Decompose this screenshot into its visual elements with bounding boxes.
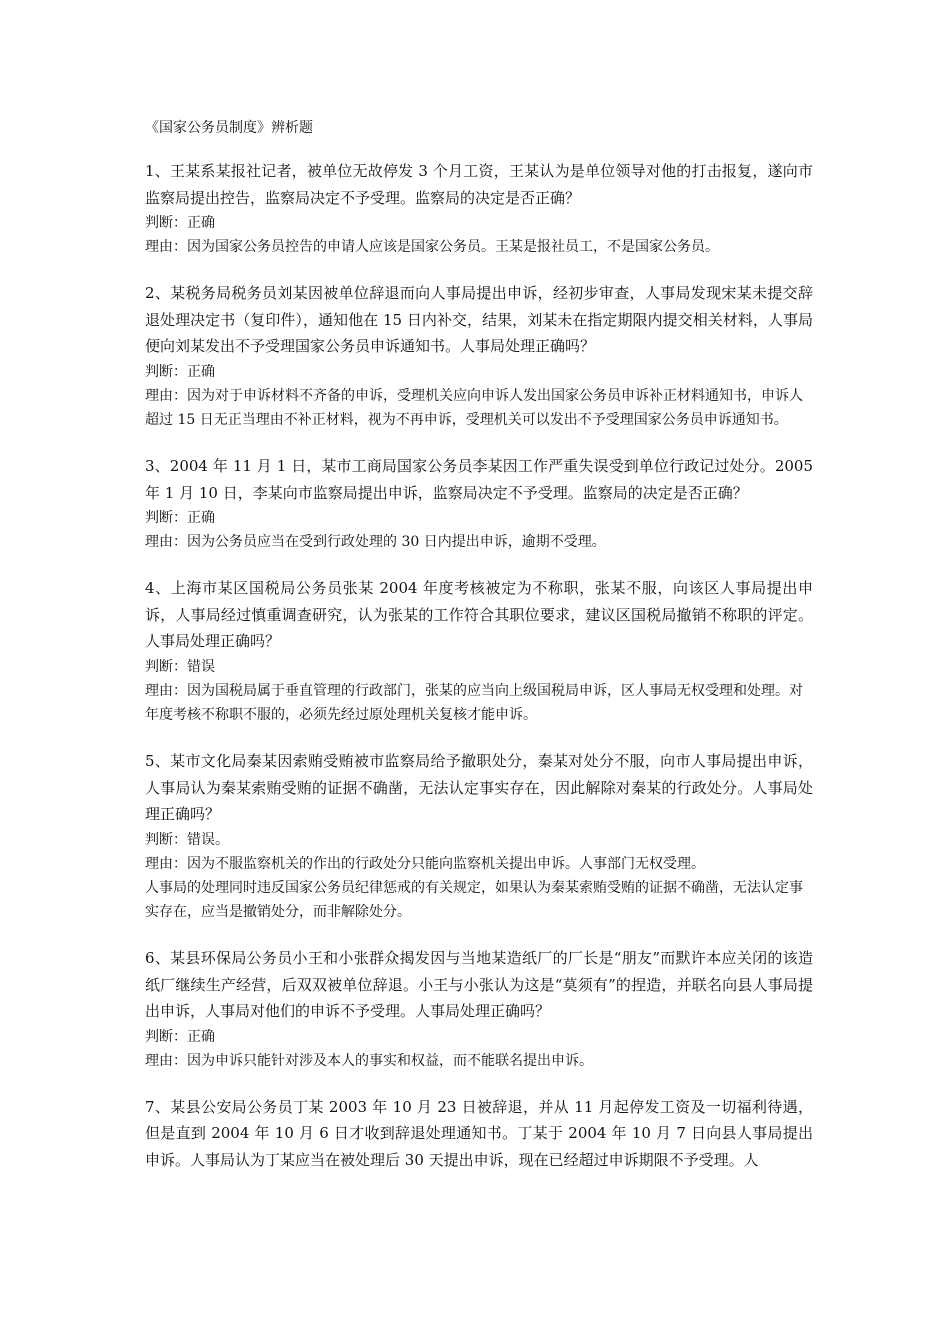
reason-text: 理由：因为申诉只能针对涉及本人的事实和权益，而不能联名提出申诉。 [145, 1052, 593, 1069]
judgment-text: 判断：正确 [145, 510, 215, 527]
judgment-text: 判断：正确 [145, 1028, 215, 1045]
question-text: 6、某县环保局公务员小王和小张群众揭发因与当地某造纸厂的厂长是“朋友”而默许本应关闭的该造纸厂继续生产经营，后双双被单位辞退。小王与小张认为这是“莫须有”的捏造，并联名向县人事局提出申诉，人事局对他们的申诉不予受理。人事局处理正确吗？ [145, 949, 813, 1021]
judgment-text: 判断：正确 [145, 363, 215, 380]
question-item-4 [145, 575, 813, 727]
question-text: 3、2004 年 11 月 1 日，某市工商局国家公务员李某因工作严重失误受到单位行政记过处分。2005 年 1 月 10 日，李某向市监察局提出申诉，监察局决定不予受理。监察局的决定是否正确？ [145, 457, 813, 502]
judgment-text: 判断：错误 [145, 658, 215, 675]
question-item-7 [145, 1094, 813, 1173]
question-item-3 [145, 453, 813, 554]
question-text: 1、王某系某报社记者，被单位无故停发 3 个月工资，王某认为是单位领导对他的打击报复，遂向市监察局提出控告，监察局决定不予受理。监察局的决定是否正确？ [145, 162, 813, 207]
reason-text: 理由：因为对于申诉材料不齐备的申诉，受理机关应向申诉人发出国家公务员申诉补正材料通知书，申诉人超过 15 日无正当理由不补正材料，视为不再申诉，受理机关可以发出不予受理国家公务员申诉通知书。 [145, 387, 803, 429]
document-title: 《国家公务员制度》辨析题 [145, 120, 313, 136]
question-item-1 [145, 158, 813, 259]
question-item-2 [145, 280, 813, 432]
reason-text: 理由：因为公务员应当在受到行政处理的 30 日内提出申诉，逾期不受理。 [145, 534, 606, 551]
judgment-text: 判断：错误。 [145, 831, 229, 848]
document-page [145, 116, 813, 1194]
question-text: 2、某税务局税务员刘某因被单位辞退而向人事局提出申诉，经初步审查，人事局发现宋某未提交辞退处理决定书（复印件），通知他在 15 日内补交，结果，刘某未在指定期限内提交相关材料，人事局便向刘某发出不予受理国家公务员申诉通知书。人事局处理正确吗？ [145, 284, 813, 356]
question-text: 7、某县公安局公务员丁某 2003 年 10 月 23 日被辞退，并从 11 月起停发工资及一切福利待遇，但是直到 2004 年 10 月 6 日才收到辞退处理通知书。丁某于 2004 年 10 月 7 日向县人事局提出申诉。人事局认为丁某应当在被处理后 30 天提出申诉，现在已经超过申诉期限不予受理。人 [145, 1097, 813, 1169]
reason-text: 理由：因为国家公务员控告的申请人应该是国家公务员。王某是报社员工，不是国家公务员。 [145, 239, 719, 256]
reason-text: 理由：因为不服监察机关的作出的行政处分只能向监察机关提出申诉。人事部门无权受理。 [145, 855, 705, 872]
question-text: 5、某市文化局秦某因索贿受贿被市监察局给予撤职处分，秦某对处分不服，向市人事局提出申诉，人事局认为秦某索贿受贿的证据不确凿，无法认定事实存在，因此解除对秦某的行政处分。人事局处理正确吗？ [145, 752, 813, 824]
question-text: 4、上海市某区国税局公务员张某 2004 年度考核被定为不称职，张某不服，向该区人事局提出申诉，人事局经过慎重调查研究，认为张某的工作符合其职位要求，建议区国税局撤销不称职的评定。人事局处理正确吗？ [145, 579, 813, 651]
question-item-5 [145, 748, 813, 924]
reason-text: 理由：因为国税局属于垂直管理的行政部门，张某的应当向上级国税局申诉，区人事局无权受理和处理。对年度考核不称职不服的，必须先经过原处理机关复核才能申诉。 [145, 682, 803, 724]
question-item-6 [145, 945, 813, 1073]
extra-note-text: 人事局的处理同时违反国家公务员纪律惩戒的有关规定，如果认为秦某索贿受贿的证据不确凿，无法认定事实存在，应当是撤销处分，而非解除处分。 [145, 879, 803, 921]
judgment-text: 判断：正确 [145, 215, 215, 232]
